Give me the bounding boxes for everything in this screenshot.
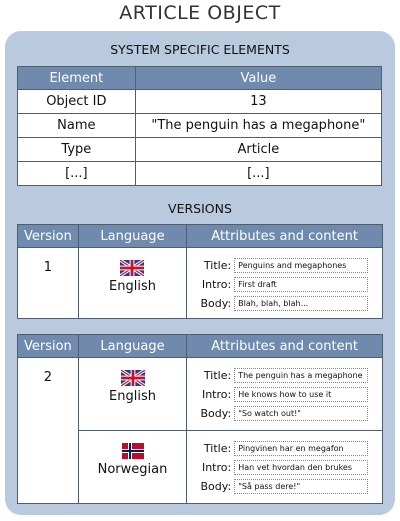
col-language: Language (78, 335, 186, 358)
value-cell: Article (135, 138, 381, 162)
version-number: 1 (18, 248, 79, 319)
table-row (18, 114, 382, 138)
language-cell (78, 248, 186, 319)
body-attribute (199, 294, 382, 313)
col-attributes: Attributes and content (187, 225, 383, 248)
article-panel (5, 31, 395, 515)
language-label: English (109, 279, 156, 294)
intro-attribute (199, 385, 382, 404)
uk-flag-icon (120, 260, 144, 276)
intro-label: Intro: (201, 461, 232, 474)
version-header-row (18, 225, 383, 248)
element-cell: [...] (18, 162, 136, 186)
value-cell: 13 (135, 90, 381, 114)
intro-label: Intro: (201, 388, 232, 401)
col-version: Version (18, 225, 79, 248)
attributes-cell (187, 358, 383, 431)
value-cell: [...] (135, 162, 381, 186)
title-attribute (199, 256, 382, 275)
table-row (18, 162, 382, 186)
norway-flag-icon (121, 443, 145, 459)
intro-value: Han vet hvordan den brukes (234, 460, 368, 475)
title-value: Pingvinen har en megafon (234, 441, 368, 456)
system-table (17, 66, 382, 186)
col-version: Version (18, 335, 79, 358)
title-label: Title: (203, 259, 232, 272)
attributes-cell (187, 248, 383, 319)
value-cell: "The penguin has a megaphone" (135, 114, 381, 138)
table-row (18, 90, 382, 114)
body-value: "Så pass dere!" (234, 479, 368, 494)
intro-value: He knows how to use it (234, 387, 368, 402)
title-attribute (199, 439, 382, 458)
page-title: ARTICLE OBJECT (119, 2, 281, 24)
intro-label: Intro: (201, 278, 232, 291)
title-label: Title: (203, 369, 232, 382)
version-1-table (17, 224, 383, 319)
version-number: 2 (18, 358, 79, 504)
versions-heading: VERSIONS (168, 201, 232, 216)
body-label: Body: (200, 407, 232, 420)
col-attributes: Attributes and content (187, 335, 383, 358)
title-label: Title: (203, 442, 232, 455)
language-label: English (109, 389, 156, 404)
body-attribute (199, 477, 382, 496)
intro-attribute (199, 275, 382, 294)
language-label: Norwegian (97, 462, 168, 477)
body-value: Blah, blah, blah... (234, 296, 368, 311)
table-row (18, 358, 383, 431)
body-label: Body: (200, 480, 232, 493)
body-label: Body: (200, 297, 232, 310)
attributes-cell (187, 431, 383, 504)
element-cell: Type (18, 138, 136, 162)
version-header-row (18, 335, 383, 358)
title-attribute (199, 366, 382, 385)
title-value: The penguin has a megaphone (234, 368, 368, 383)
body-value: "So watch out!" (234, 406, 368, 421)
language-cell (78, 431, 186, 504)
col-value: Value (135, 67, 381, 90)
col-element: Element (18, 67, 136, 90)
element-cell: Object ID (18, 90, 136, 114)
col-language: Language (78, 225, 186, 248)
system-heading: SYSTEM SPECIFIC ELEMENTS (110, 42, 290, 57)
table-row (18, 248, 383, 319)
intro-value: First draft (234, 277, 368, 292)
element-cell: Name (18, 114, 136, 138)
system-header-row (18, 67, 382, 90)
table-row (18, 138, 382, 162)
title-value: Penguins and megaphones (234, 258, 368, 273)
uk-flag-icon (121, 370, 145, 386)
body-attribute (199, 404, 382, 423)
version-2-table (17, 334, 383, 504)
language-cell (78, 358, 186, 431)
intro-attribute (199, 458, 382, 477)
